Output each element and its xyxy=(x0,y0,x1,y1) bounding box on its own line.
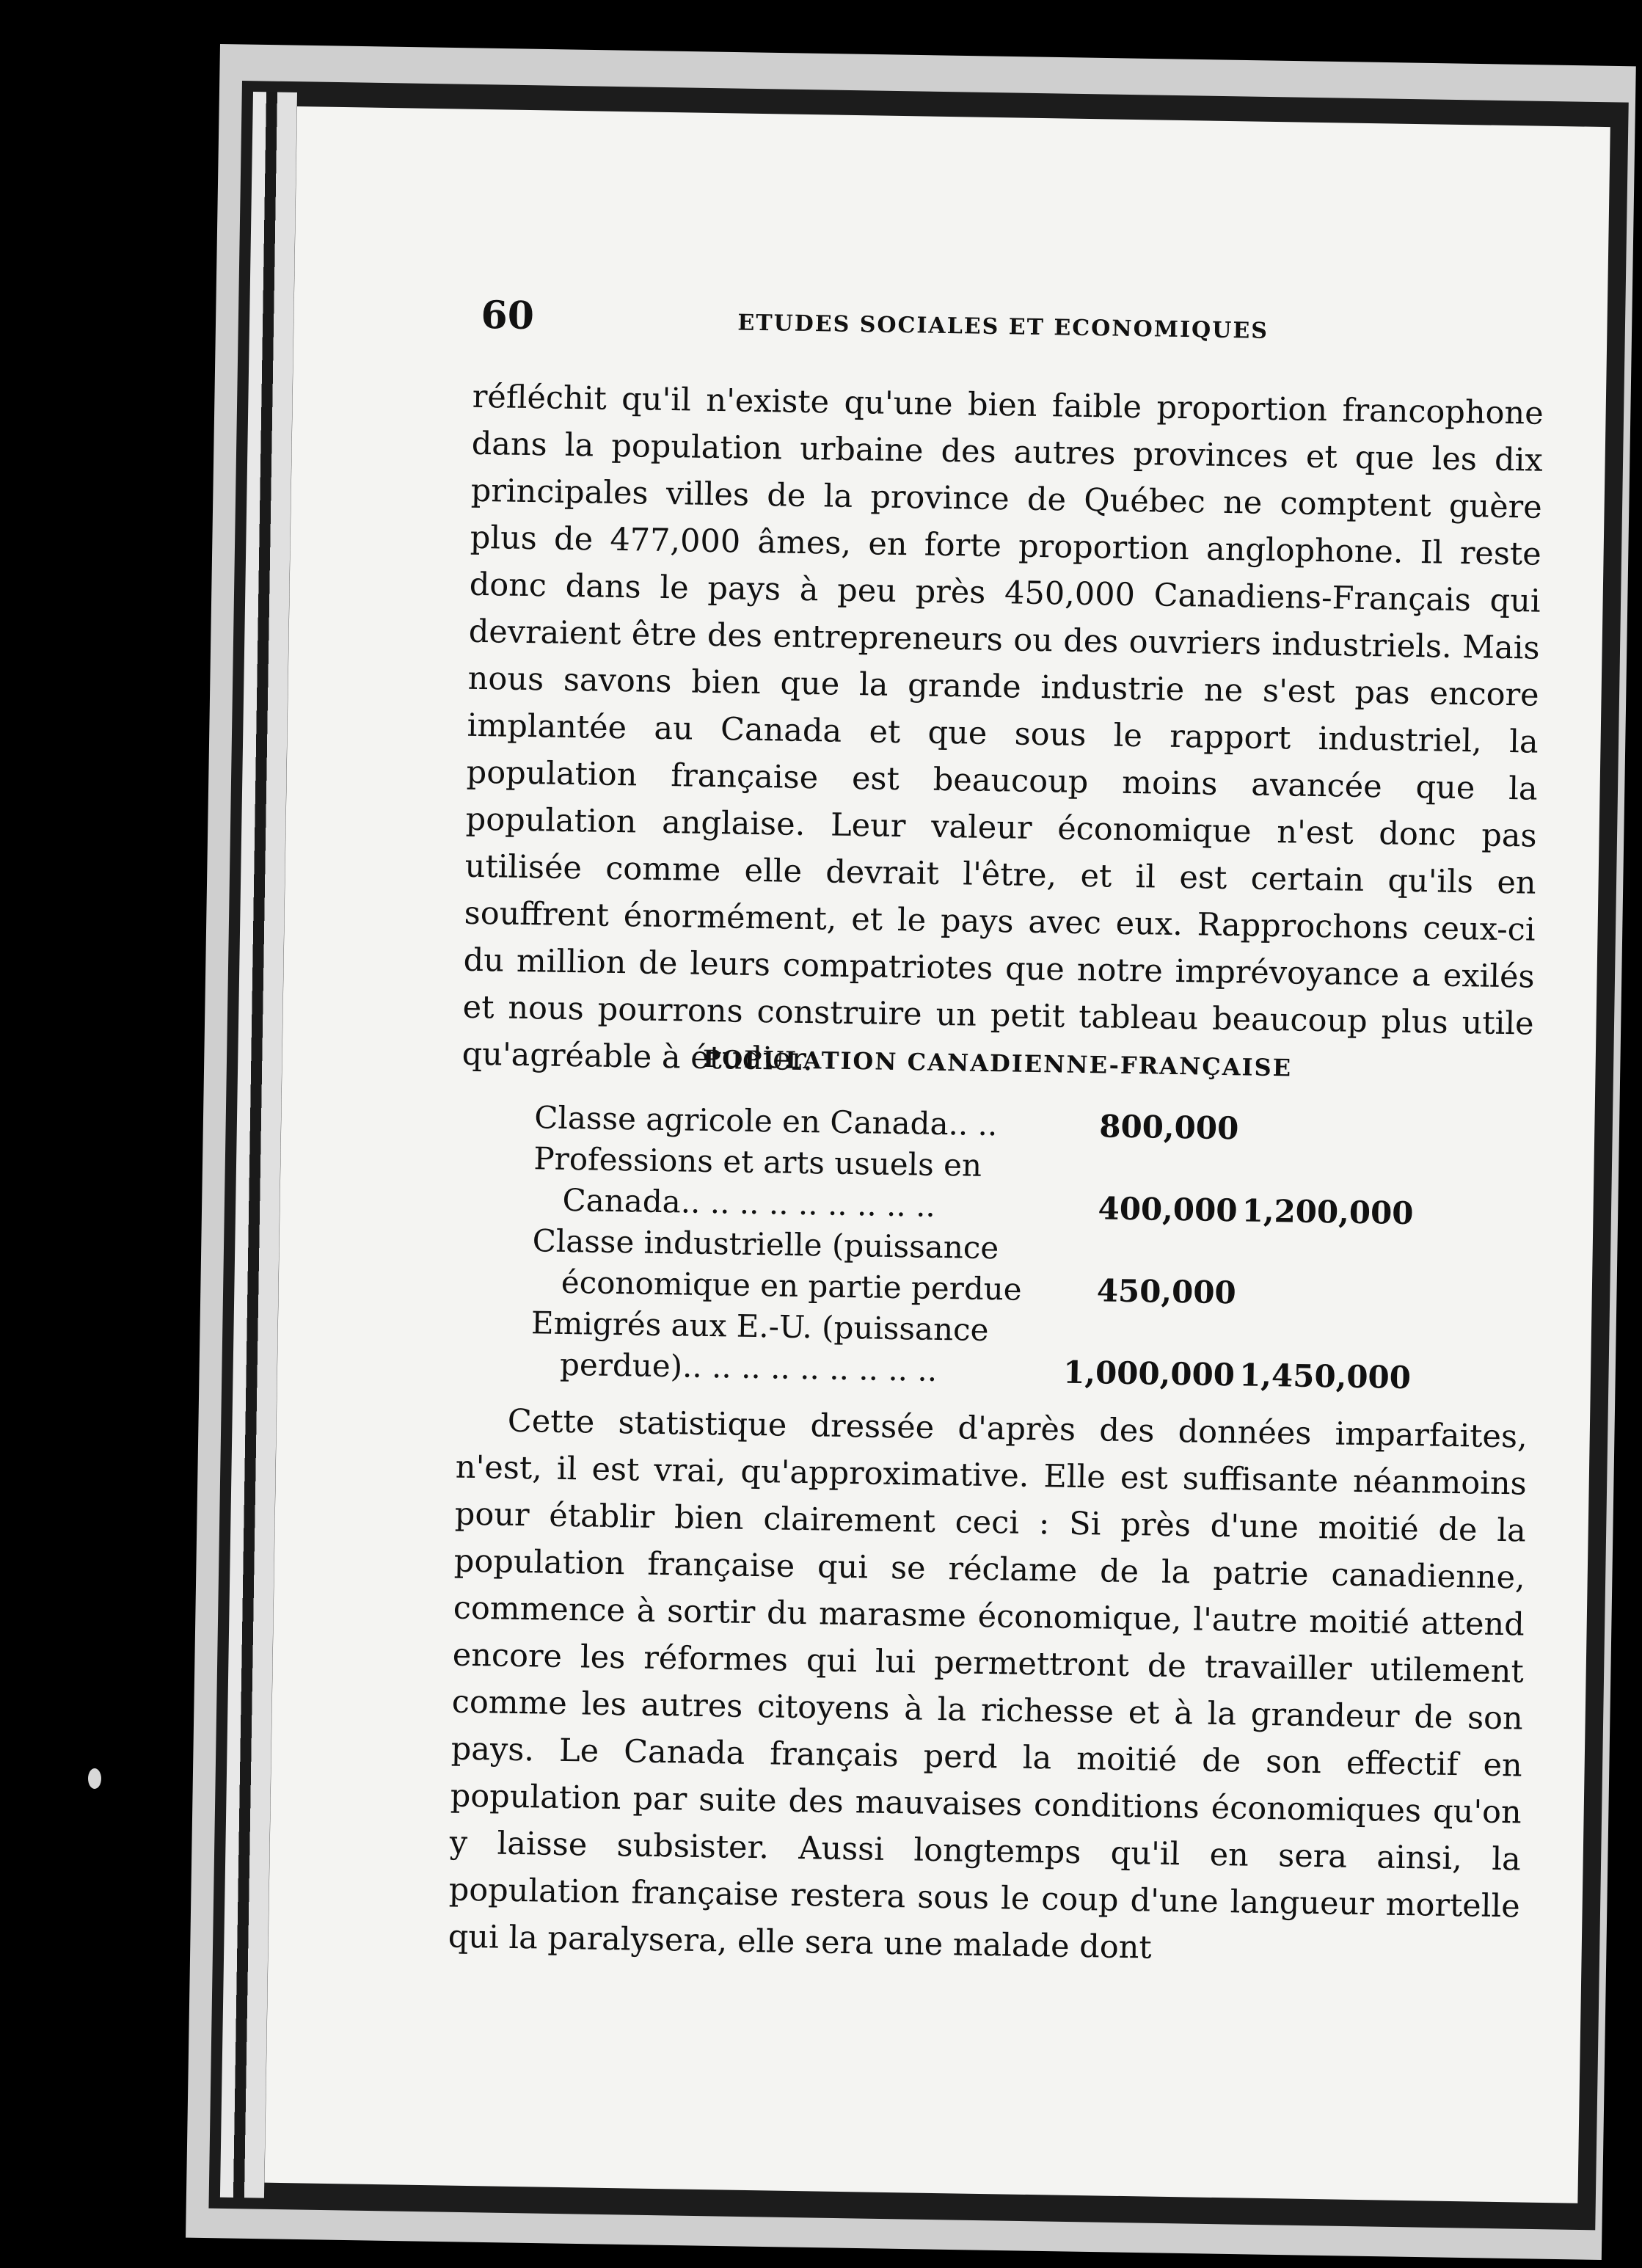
table-row xyxy=(530,1302,1412,1399)
scan-speck xyxy=(88,1768,101,1789)
row-subtotal: 1,200,000 xyxy=(1241,1192,1414,1232)
book-page xyxy=(265,106,1610,2203)
page-header xyxy=(481,293,1538,361)
row-value: 800,000 xyxy=(1098,1108,1239,1147)
paragraph-2: Cette statistique dressée d'après des données imparfaites, n'est, il est vrai, qu'approximative. Elle est suffisante néanmoins pour établir bien clairement ceci : Si près d'une moitié de la population française qui se réclame de la patrie canadienne, commence à sortir du marasme économique, l'autre moitié attend encore les réformes qui lui permettront de travailler utilement comme les autres citoyens à la richesse et à la grandeur de son pays. Le Canada français perd la moitié de son effectif en population par suite des mauvaises conditions économiques qu'on y laisse subsister. Aussi longtemps qu'il en sera ainsi, la population française restera sous le coup d'une langueur mortelle qui la paralysera, elle sera une malade dont xyxy=(448,1402,1528,1966)
row-label-line2: Canada.. .. .. .. .. .. .. .. .. xyxy=(562,1181,936,1224)
table-row xyxy=(533,1138,1415,1234)
row-value: 400,000 xyxy=(1098,1190,1238,1229)
table-title: POPULATION CANADIENNE-FRANÇAISE xyxy=(702,1044,1293,1082)
table-row xyxy=(531,1220,1413,1316)
page-number: 60 xyxy=(481,292,535,339)
row-label-line2: perdue).. .. .. .. .. .. .. .. .. xyxy=(559,1346,938,1388)
paragraph-1: réfléchit qu'il n'existe qu'une bien faible proportion francophone dans la population urbaine des autres provinces et que les dix principales villes de la province de Québec ne comptent guère plus de 477,000 âmes, en forte proportion anglophone. Il reste donc dans le pays à peu près 450,000 Canadiens-Français qui devraient être des entrepreneurs ou des ouvriers industriels. Mais nous savons bien que la grande industrie ne s'est pas encore implantée au Canada et que sous le rapport industriel, la population française est beaucoup moins avancée que la population anglaise. Leur valeur économique n'est donc pas utilisée comme elle devrait l'être, et il est certain qu'ils en souffrent énormément, et le pays avec eux. Rapprochons ceux-ci du million de leurs compatriotes que notre imprévoyance a exilés et nous pourrons construire un petit tableau beaucoup plus utile qu'agréable à étudier. xyxy=(461,378,1544,1079)
row-value: 1,000,000 xyxy=(1062,1354,1236,1393)
row-label-line2: économique en partie perdue xyxy=(561,1264,1022,1308)
running-title: ETUDES SOCIALES ET ECONOMIQUES xyxy=(737,310,1269,344)
row-label-line1: Classe industrielle (puissance xyxy=(532,1222,999,1266)
row-label-line1: Professions et arts usuels en xyxy=(533,1140,982,1184)
row-subtotal: 1,450,000 xyxy=(1238,1357,1412,1396)
row-label-line1: Emigrés aux E.-U. (puissance xyxy=(530,1305,989,1349)
row-label-line1: Classe agricole en Canada.. .. xyxy=(534,1099,998,1143)
population-table xyxy=(530,1097,1415,1399)
row-value: 450,000 xyxy=(1096,1272,1237,1311)
